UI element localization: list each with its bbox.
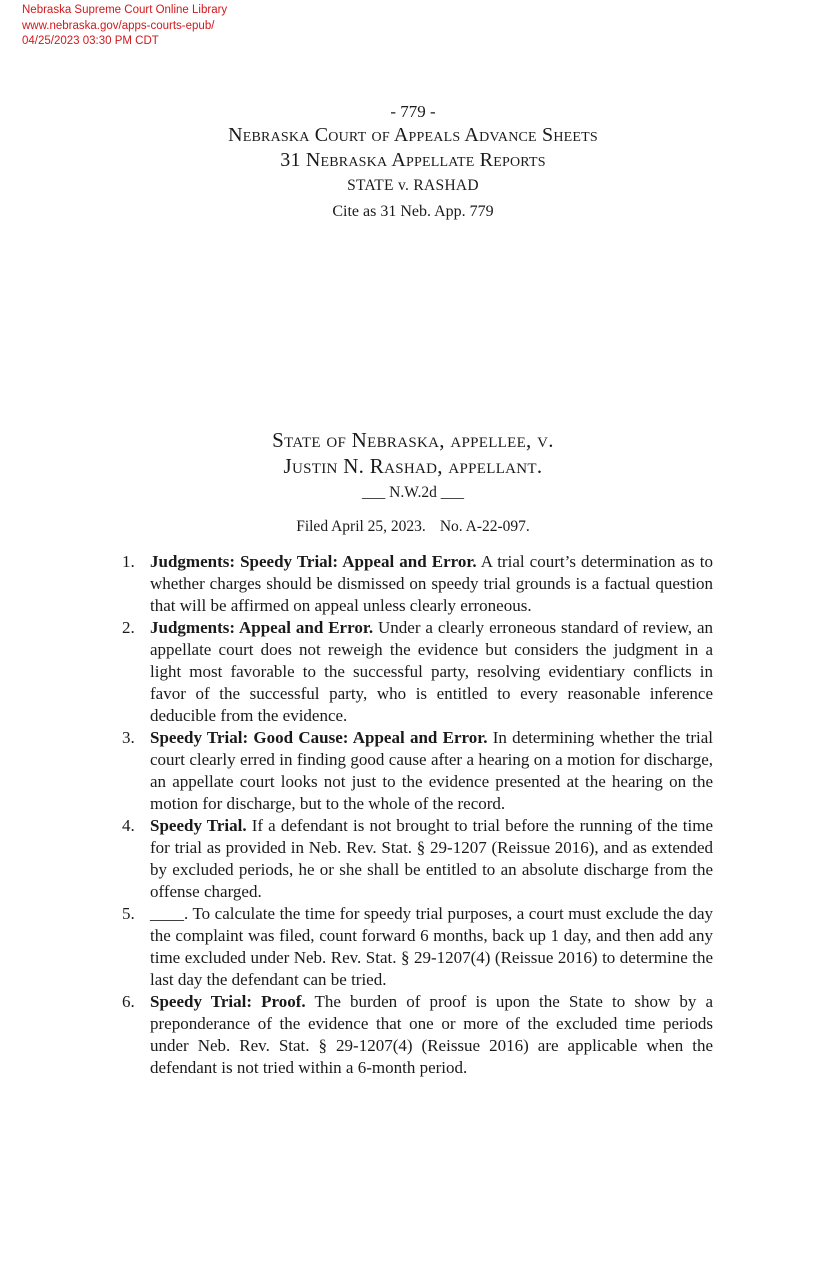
syllabus-number: 2. xyxy=(122,618,135,637)
docket-number: No. A-22-097. xyxy=(439,518,530,535)
reporter-title: Nebraska Court of Appeals Advance Sheets xyxy=(228,124,598,146)
syllabus-point xyxy=(122,727,713,815)
syllabus-number: 3. xyxy=(122,728,135,747)
syllabus-heading: Speedy Trial: Proof. xyxy=(150,992,306,1011)
filing-line xyxy=(0,515,826,539)
syllabus-text: A trial court’s determination as to whether charges should be dismissed on speedy trial grounds is a factual question that will be affirmed on appeal unless clearly erroneous. xyxy=(150,552,714,615)
syllabus-text: If a defendant is not brought to trial before the running of the time for trial as provided in Neb. Rev. Stat. § 29-1207 (Reissue 2016), and as extended by excluded periods, he or she shall be entitled to an absolute discharge from the offense charged. xyxy=(150,816,713,901)
syllabus-heading: Judgments: Speedy Trial: Appeal and Error. xyxy=(150,552,477,571)
nw-citation: ___ N.W.2d ___ xyxy=(362,484,464,501)
syllabus-number: 6. xyxy=(122,992,135,1011)
case-caption xyxy=(0,427,826,539)
stamp-timestamp: 04/25/2023 03:30 PM CDT xyxy=(22,35,159,47)
syllabus-point xyxy=(122,617,713,727)
page-header xyxy=(0,101,826,225)
stamp-url: www.nebraska.gov/apps-courts-epub/ xyxy=(22,19,215,32)
syllabus-point xyxy=(122,991,713,1079)
syllabus-text: The burden of proof is upon the State to show by a preponderance of the evidence that one or more of the excluded time periods under Neb. Rev. Stat. § 29-1207(4) (Reissue 2016) are applicable when the defendant is not tried within a 6-month period. xyxy=(150,992,713,1077)
caption-appellant: Justin N. Rashad, appellant. xyxy=(283,454,543,478)
syllabus-number: 4. xyxy=(122,816,135,835)
syllabus-point xyxy=(122,815,713,903)
syllabus-text: Under a clearly erroneous standard of review, an appellate court does not reweigh the evidence but considers the judgment in a light most favorable to the successful party, resolving evidentiary conflicts in favor of the successful party, who is entitled to every reasonable inference deducible from the evidence. xyxy=(150,618,714,725)
syllabus-number: 1. xyxy=(122,552,135,571)
syllabus-point xyxy=(122,903,713,991)
reporter-volume: 31 Nebraska Appellate Reports xyxy=(280,149,546,171)
stamp-library-name: Nebraska Supreme Court Online Library xyxy=(22,4,228,16)
citation: Cite as 31 Neb. App. 779 xyxy=(332,203,494,220)
syllabus-list xyxy=(122,551,713,1079)
syllabus-heading: Speedy Trial. xyxy=(150,816,247,835)
syllabus-heading: Judgments: Appeal and Error. xyxy=(150,618,374,637)
caption-appellee: State of Nebraska, appellee, v. xyxy=(272,428,554,452)
syllabus-heading: Speedy Trial: Good Cause: Appeal and Error. xyxy=(150,728,488,747)
page-number: - 779 - xyxy=(390,102,436,121)
library-stamp xyxy=(22,3,227,50)
case-short-title: STATE v. RASHAD xyxy=(347,177,479,194)
syllabus-text: In determining whether the trial court clearly erred in finding good cause after a hearing on a motion for discharge, an appellate court looks not just to the evidence presented at the hearing on the motion for discharge, but to the whole of the record. xyxy=(150,728,713,813)
filed-date: Filed April 25, 2023. xyxy=(296,518,426,535)
syllabus-point xyxy=(122,551,713,617)
syllabus-text: ____. To calculate the time for speedy trial purposes, a court must exclude the day the complaint was filed, count forward 6 months, back up 1 day, and then add any time excluded under Neb. Rev. Stat. § 29-1207(4) (Reissue 2016) to determine the last day the defendant can be tried. xyxy=(150,904,713,989)
syllabus-number: 5. xyxy=(122,904,135,923)
